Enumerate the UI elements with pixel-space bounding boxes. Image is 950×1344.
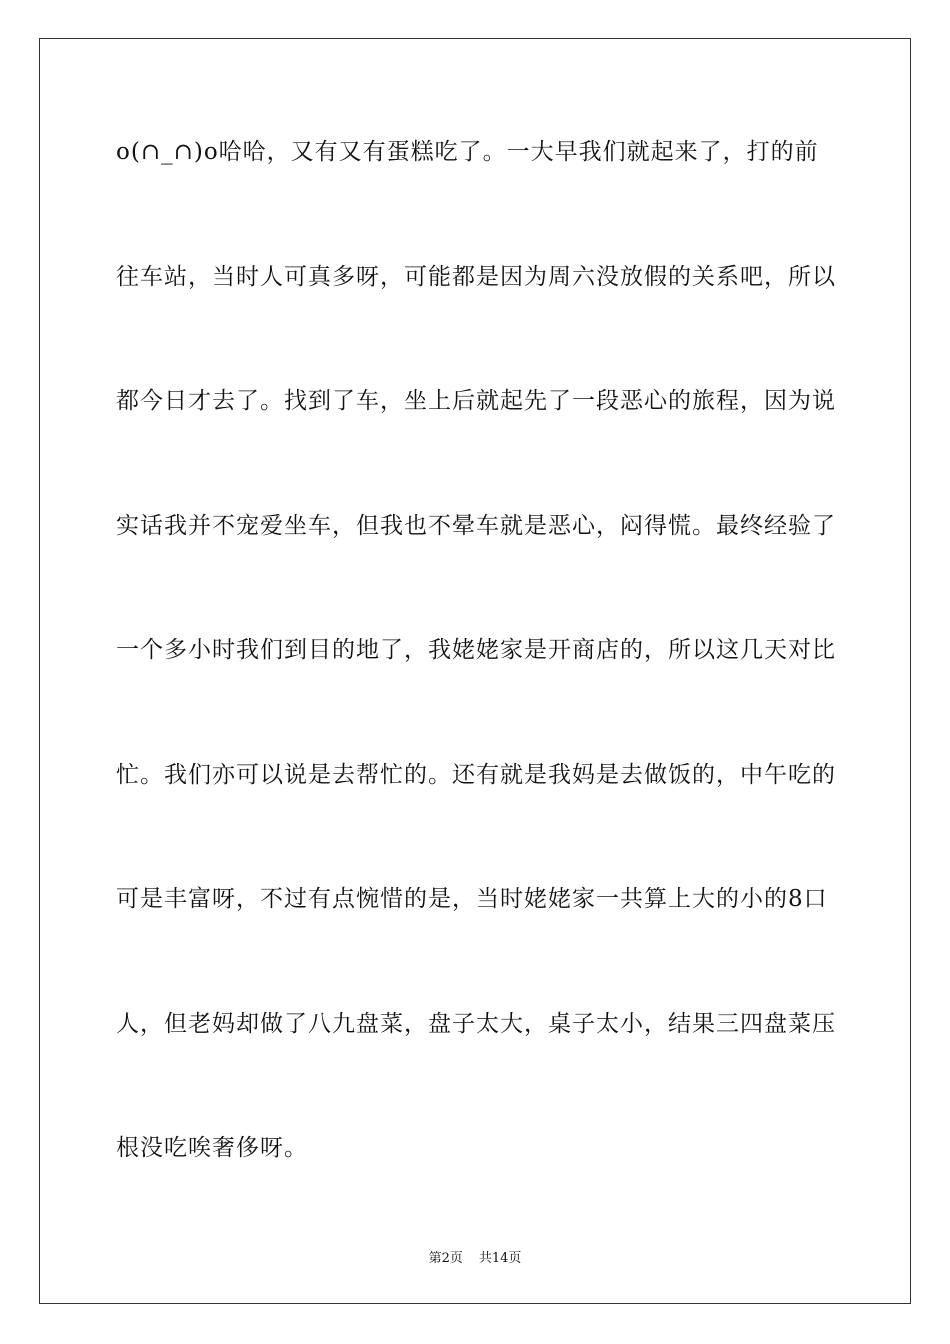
text-line-4: 实话我并不宠爱坐车，但我也不晕车就是恶心，闷得慌。最终经验了 — [116, 513, 836, 539]
text-line-6: 忙。我们亦可以说是去帮忙的。还有就是我妈是去做饭的，中午吃的 — [116, 762, 836, 788]
text-line-2: 往车站，当时人可真多呀，可能都是因为周六没放假的关系吧，所以 — [116, 264, 836, 290]
page-border — [39, 38, 911, 1304]
text-line-8: 人，但老妈却做了八九盘菜，盘子太大，桌子太小，结果三四盘菜压 — [116, 1011, 836, 1037]
page-number: 第2页 — [428, 1251, 463, 1266]
text-line-7: 可是丰富呀，不过有点惋惜的是，当时姥姥家一共算上大的小的8口 — [116, 886, 828, 912]
text-line-3: 都今日才去了。找到了车，坐上后就起先了一段恶心的旅程，因为说 — [116, 388, 836, 414]
page-footer — [0, 1247, 950, 1266]
text-line-5: 一个多小时我们到目的地了，我姥姥家是开商店的，所以这几天对比 — [116, 637, 836, 663]
text-line-9: 根没吃唉奢侈呀。 — [116, 1135, 308, 1161]
page-total: 共14页 — [478, 1251, 522, 1266]
text-line-1: o(∩_∩)o哈哈，又有又有蛋糕吃了。一大早我们就起来了，打的前 — [116, 139, 819, 165]
